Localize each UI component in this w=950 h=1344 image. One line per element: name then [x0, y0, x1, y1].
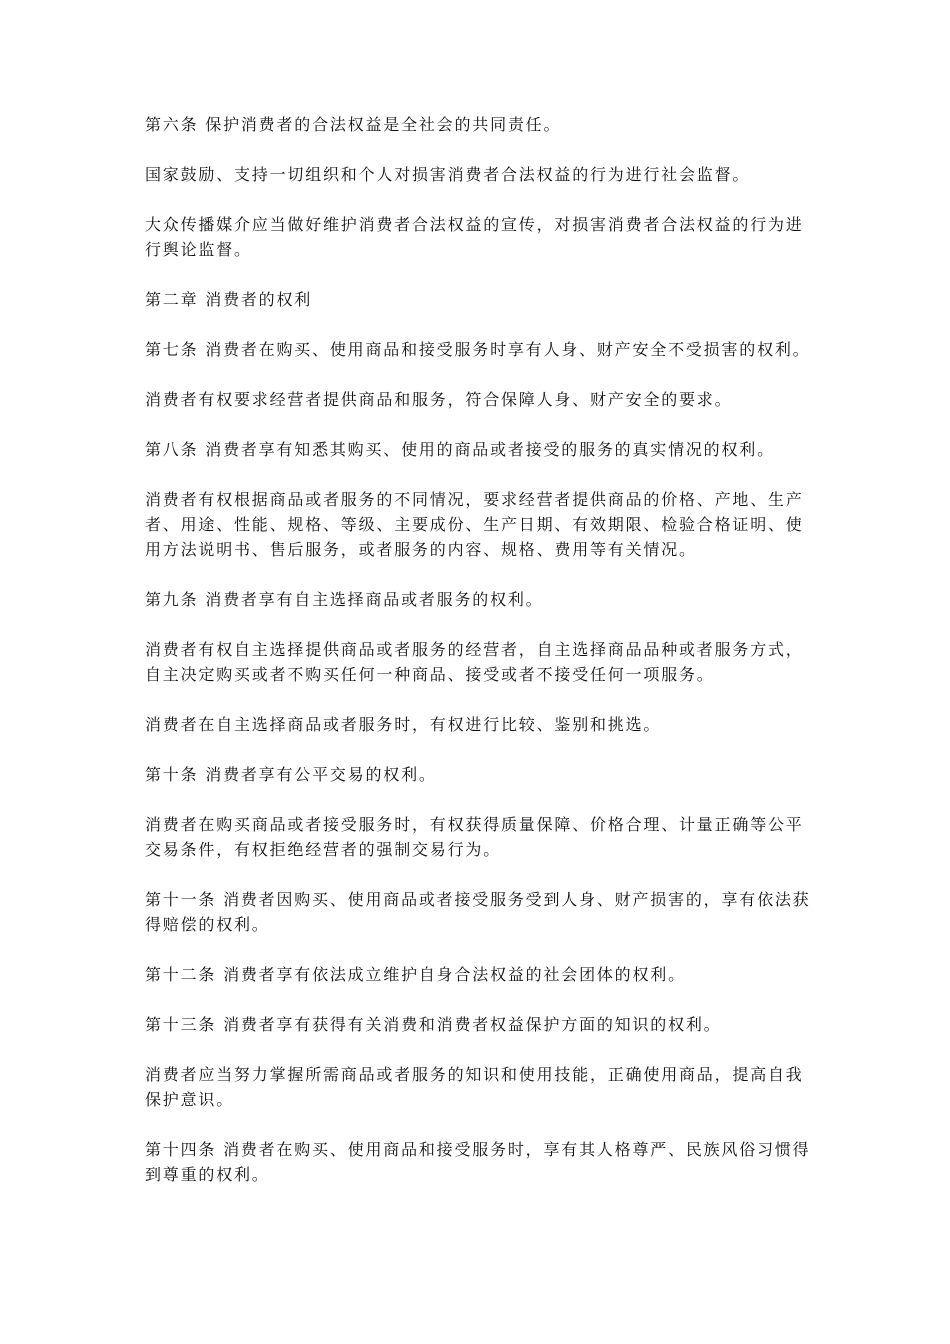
article-7-clause-2: 消费者有权要求经营者提供商品和服务，符合保障人身、财产安全的要求。 — [145, 390, 733, 409]
article-13-clause-2: 消费者应当努力掌握所需商品或者服务的知识和使用技能，正确使用商品，提高自我保护意识。 — [145, 1065, 804, 1109]
document-body — [145, 112, 817, 1212]
article-13-paragraph: 第十三条 消费者享有获得有关消费和消费者权益保护方面的知识的权利。 — [145, 1015, 722, 1034]
article-7-paragraph: 第七条 消费者在购买、使用商品和接受服务时享有人身、财产安全不受损害的权利。 — [145, 340, 811, 359]
article-8-paragraph: 第八条 消费者享有知悉其购买、使用的商品或者接受的服务的真实情况的权利。 — [145, 440, 775, 459]
article-10-clause-2: 消费者在购买商品或者接受服务时，有权获得质量保障、价格合理、计量正确等公平交易条件，有权拒绝经营者的强制交易行为。 — [145, 815, 804, 859]
article-9-clause-3: 消费者在自主选择商品或者服务时，有权进行比较、鉴别和挑选。 — [145, 715, 662, 734]
article-10-paragraph: 第十条 消费者享有公平交易的权利。 — [145, 765, 437, 784]
article-6-clause-2: 国家鼓励、支持一切组织和个人对损害消费者合法权益的行为进行社会监督。 — [145, 165, 751, 184]
article-6-clause-3: 大众传播媒介应当做好维护消费者合法权益的宣传，对损害消费者合法权益的行为进行舆论监督。 — [145, 215, 804, 259]
article-9-clause-2: 消费者有权自主选择提供商品或者服务的经营者，自主选择商品品种或者服务方式，自主决定购买或者不购买任何一种商品、接受或者不接受任何一项服务。 — [145, 640, 804, 684]
article-8-clause-2: 消费者有权根据商品或者服务的不同情况，要求经营者提供商品的价格、产地、生产者、用途、性能、规格、等级、主要成份、生产日期、有效期限、检验合格证明、使用方法说明书、售后服务，或者服务的内容、规格、费用等有关情况。 — [145, 490, 804, 559]
article-12-paragraph: 第十二条 消费者享有依法成立维护自身合法权益的社会团体的权利。 — [145, 965, 686, 984]
article-6-paragraph: 第六条 保护消费者的合法权益是全社会的共同责任。 — [145, 115, 562, 134]
article-11-paragraph: 第十一条 消费者因购买、使用商品或者接受服务受到人身、财产损害的，享有依法获得赔偿的权利。 — [145, 890, 811, 934]
article-9-paragraph: 第九条 消费者享有自主选择商品或者服务的权利。 — [145, 590, 544, 609]
chapter-2-heading: 第二章 消费者的权利 — [145, 290, 313, 309]
article-14-paragraph: 第十四条 消费者在购买、使用商品和接受服务时，享有其人格尊严、民族风俗习惯得到尊重的权利。 — [145, 1140, 811, 1184]
